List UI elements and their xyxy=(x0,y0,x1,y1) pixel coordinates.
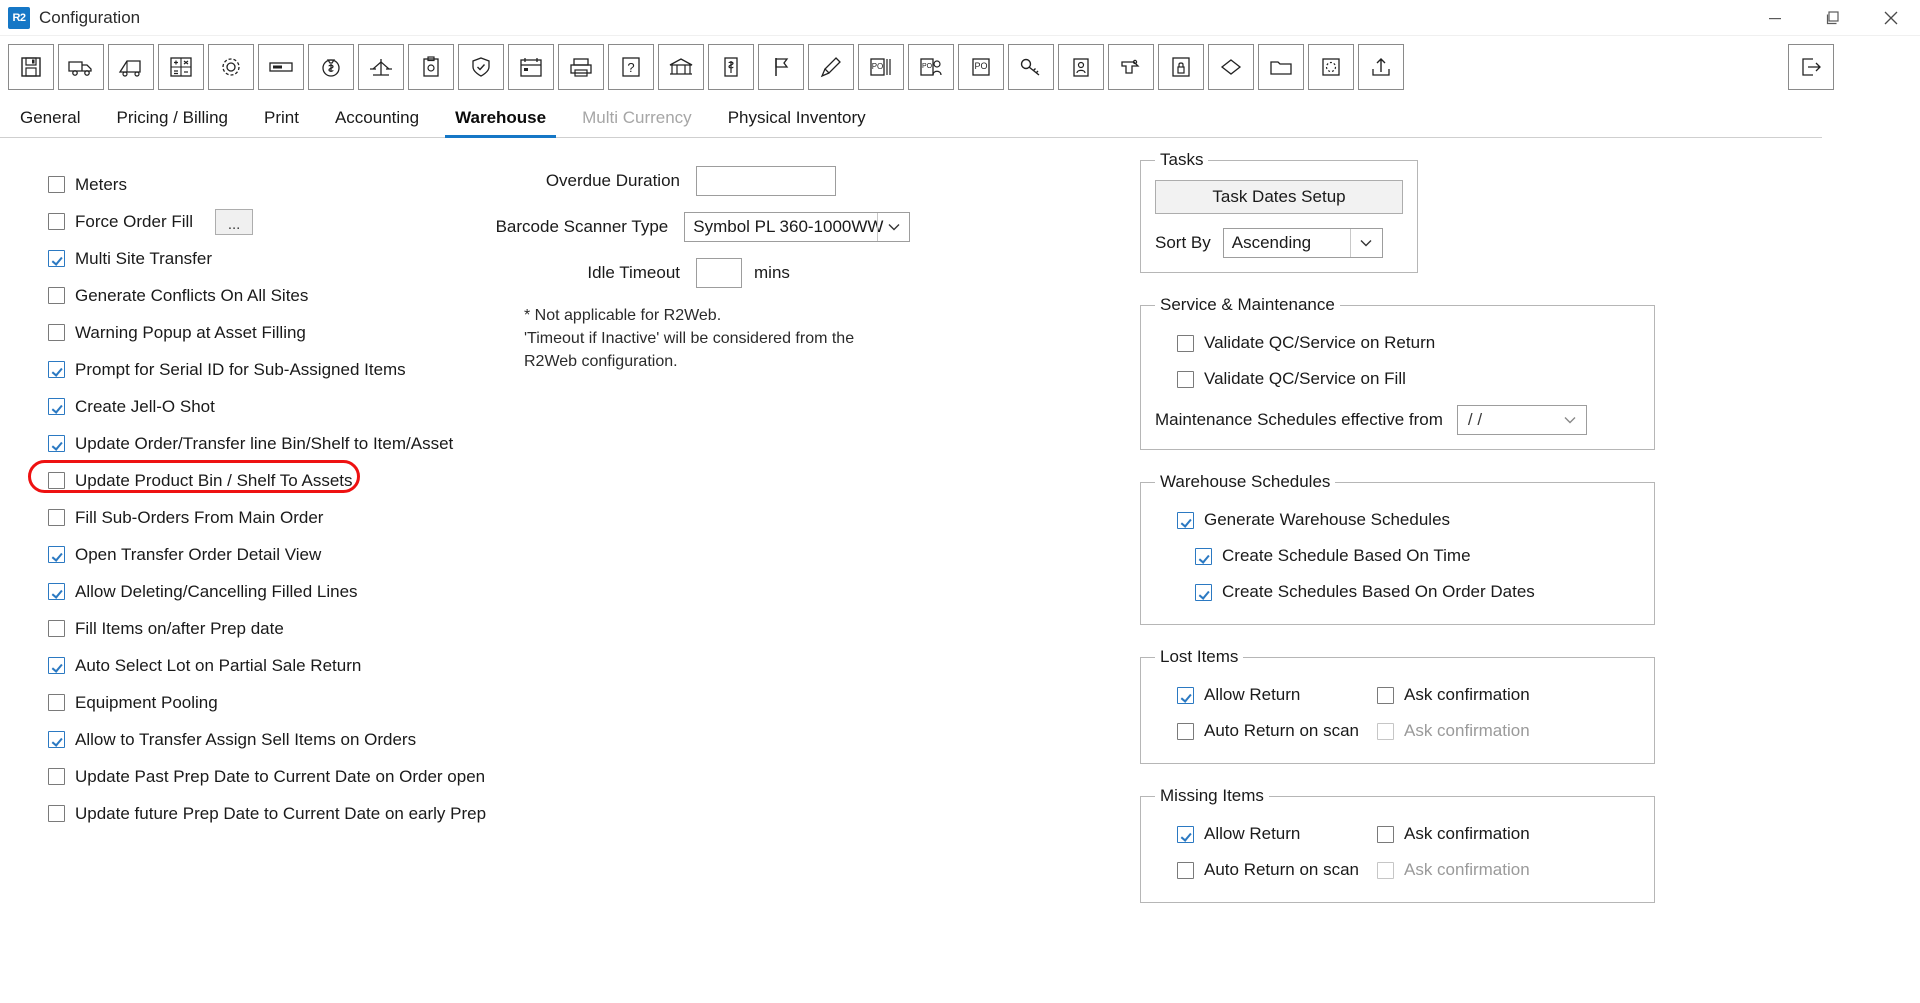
checkbox-generate-conflicts-all-sites[interactable] xyxy=(48,287,65,304)
checkbox-update-product-bin-shelf-to-assets[interactable] xyxy=(48,472,65,489)
warehouse-fields-panel xyxy=(490,166,910,374)
toolbar-delivery-button[interactable] xyxy=(108,44,154,90)
checkbox-create-schedule-based-on-time[interactable] xyxy=(1195,548,1212,565)
toolbar-printer-button[interactable] xyxy=(558,44,604,90)
checkbox-create-schedules-based-on-order-dates[interactable] xyxy=(1195,584,1212,601)
tab-accounting[interactable]: Accounting xyxy=(334,108,420,127)
checkbox-generate-warehouse-schedules[interactable] xyxy=(1177,512,1194,529)
truck-icon xyxy=(68,55,94,79)
svg-text:PO: PO xyxy=(974,60,988,71)
toolbar-scale-button[interactable] xyxy=(358,44,404,90)
svg-text:?: ? xyxy=(627,59,635,75)
option-label: Open Transfer Order Detail View xyxy=(75,544,322,564)
toolbar-bank-button[interactable] xyxy=(658,44,704,90)
barcode-scanner-select[interactable] xyxy=(684,212,910,242)
option-label: Validate QC/Service on Fill xyxy=(1204,369,1406,388)
tab-pricing-billing[interactable]: Pricing / Billing xyxy=(116,108,228,127)
checkbox-prompt-serial-id-sub-assigned[interactable] xyxy=(48,361,65,378)
maintenance-effective-row xyxy=(1155,405,1640,435)
checkbox-update-future-prep-date[interactable] xyxy=(48,805,65,822)
checkbox-allow-deleting-cancelling-filled-lines[interactable] xyxy=(48,583,65,600)
svg-text:PO: PO xyxy=(921,62,933,70)
sort-by-row xyxy=(1155,228,1403,258)
title-bar xyxy=(0,0,1920,36)
toolbar-barcode-button[interactable] xyxy=(258,44,304,90)
checkbox-validate-qc-service-on-fill[interactable] xyxy=(1177,371,1194,388)
save-icon xyxy=(19,55,43,79)
toolbar-clipboard-button[interactable] xyxy=(408,44,454,90)
option-label: Ask confirmation xyxy=(1404,824,1530,843)
option-label: Create Jell-O Shot xyxy=(75,396,215,416)
toolbar-flag-button[interactable] xyxy=(758,44,804,90)
tasks-group xyxy=(1140,150,1418,273)
toolbar xyxy=(0,36,1920,98)
toolbar-po-button[interactable] xyxy=(958,44,1004,90)
maintenance-effective-date-input[interactable] xyxy=(1457,405,1587,435)
chevron-down-icon[interactable] xyxy=(1350,229,1382,257)
brush-icon xyxy=(819,55,843,79)
maintenance-effective-date-value: / / xyxy=(1467,410,1483,429)
po-list-icon xyxy=(868,55,894,79)
window-title: Configuration xyxy=(39,7,141,27)
sort-by-label: Sort By xyxy=(1155,233,1211,252)
checkbox-create-jello-shot[interactable] xyxy=(48,398,65,415)
r2web-note xyxy=(524,304,910,374)
r2web-note-line1: * Not applicable for R2Web. xyxy=(524,307,722,324)
idle-timeout-units: mins xyxy=(754,263,790,282)
option-row-lost-allow-return[interactable] xyxy=(1155,677,1377,713)
option-label: Fill Items on/after Prep date xyxy=(75,618,284,638)
toolbar-brush-button[interactable] xyxy=(808,44,854,90)
option-label: Fill Sub-Orders From Main Order xyxy=(75,507,324,527)
overdue-duration-row xyxy=(490,166,910,196)
toolbar-truck-button[interactable] xyxy=(58,44,104,90)
checkbox-allow-transfer-assign-sell-items[interactable] xyxy=(48,731,65,748)
maintenance-effective-label: Maintenance Schedules effective from xyxy=(1155,410,1443,429)
barcode-icon xyxy=(268,55,294,79)
warehouse-schedules-group xyxy=(1140,472,1655,625)
option-label: Prompt for Serial ID for Sub-Assigned Items xyxy=(75,359,406,379)
option-label: Ask confirmation xyxy=(1404,721,1530,740)
option-row-lost-ask-confirmation-1[interactable] xyxy=(1377,677,1617,713)
bank-icon xyxy=(668,55,694,79)
missing-items-column-left xyxy=(1155,816,1377,888)
option-row-create-schedules-based-on-order-dates[interactable] xyxy=(1155,574,1640,610)
option-label: Equipment Pooling xyxy=(75,692,218,712)
app-logo: R2 xyxy=(8,7,30,29)
checkbox-lost-ask-confirmation-return[interactable] xyxy=(1377,687,1394,704)
money-bag-icon xyxy=(319,55,343,79)
toolbar-shield-button[interactable] xyxy=(458,44,504,90)
overdue-duration-input[interactable] xyxy=(696,166,836,196)
upload-icon xyxy=(1369,55,1393,79)
option-row-generate-warehouse-schedules[interactable] xyxy=(1155,502,1640,538)
toolbar-calendar-button[interactable] xyxy=(508,44,554,90)
option-row-fill-sub-orders-from-main-order[interactable] xyxy=(48,499,568,536)
option-label: Allow to Transfer Assign Sell Items on Orders xyxy=(75,729,417,749)
option-label: Allow Return xyxy=(1204,685,1301,704)
lost-items-group xyxy=(1140,647,1655,764)
checkbox-open-transfer-order-detail-view[interactable] xyxy=(48,546,65,563)
chevron-down-icon[interactable] xyxy=(1554,406,1586,434)
settings-gear-icon xyxy=(219,55,243,79)
service-maintenance-legend: Service & Maintenance xyxy=(1160,295,1335,314)
checkbox-lost-allow-return[interactable] xyxy=(1177,687,1194,704)
tab-bar xyxy=(0,98,1822,138)
lost-items-column-right xyxy=(1377,677,1617,749)
toolbar-lock-button[interactable] xyxy=(1158,44,1204,90)
checkbox-missing-ask-confirmation-scan xyxy=(1377,862,1394,879)
shield-check-icon xyxy=(469,55,493,79)
service-maintenance-group xyxy=(1140,295,1655,450)
option-row-validate-qc-fill[interactable] xyxy=(1155,361,1640,397)
tasks-legend: Tasks xyxy=(1160,150,1204,169)
toolbar-key-button[interactable] xyxy=(1008,44,1054,90)
option-label: Update Product Bin / Shelf To Assets xyxy=(75,470,353,490)
toolbar-po-person-button[interactable] xyxy=(908,44,954,90)
close-icon xyxy=(1882,9,1900,27)
checkbox-auto-select-lot-partial-sale-return[interactable] xyxy=(48,657,65,674)
toolbar-save-button[interactable] xyxy=(8,44,54,90)
exit-icon xyxy=(1798,55,1824,79)
restore-button[interactable] xyxy=(1804,0,1862,36)
force-order-fill-options-button[interactable]: ... xyxy=(215,209,253,235)
calendar-icon xyxy=(518,55,544,79)
tab-print[interactable]: Print xyxy=(263,108,299,127)
clipboard-icon xyxy=(419,55,443,79)
svg-text:PO: PO xyxy=(871,61,884,71)
toolbar-exit-button[interactable] xyxy=(1788,44,1834,90)
toolbar-settings-button[interactable] xyxy=(208,44,254,90)
tab-multi-currency: Multi Currency xyxy=(582,108,692,127)
option-row-missing-auto-return-on-scan[interactable] xyxy=(1155,852,1377,888)
option-row-validate-qc-return[interactable] xyxy=(1155,325,1640,361)
help-question-icon xyxy=(619,55,643,79)
right-groups-panel xyxy=(1140,150,1660,925)
option-label: Auto Select Lot on Partial Sale Return xyxy=(75,655,362,675)
option-label: Ask confirmation xyxy=(1404,685,1530,704)
idle-timeout-label: Idle Timeout xyxy=(587,263,680,282)
checkbox-missing-ask-confirmation-return[interactable] xyxy=(1377,826,1394,843)
toolbar-id-card-button[interactable] xyxy=(1058,44,1104,90)
toolbar-diamond-button[interactable] xyxy=(1208,44,1254,90)
option-label: Update Order/Transfer line Bin/Shelf to Item/Asset xyxy=(75,433,454,453)
po-person-icon xyxy=(918,55,944,79)
task-dates-setup-button[interactable]: Task Dates Setup xyxy=(1155,180,1403,214)
checkbox-update-order-transfer-line-bin-shelf[interactable] xyxy=(48,435,65,452)
delivery-icon xyxy=(118,55,144,79)
option-label: Ask confirmation xyxy=(1404,860,1530,879)
sort-by-value: Ascending xyxy=(1231,233,1312,252)
tag-gun-icon xyxy=(1118,55,1144,79)
option-row-update-past-prep-date[interactable] xyxy=(48,758,568,795)
tab-physical-inventory[interactable]: Physical Inventory xyxy=(727,108,866,127)
option-row-fill-items-on-after-prep-date[interactable] xyxy=(48,610,568,647)
checkbox-fill-items-on-after-prep-date[interactable] xyxy=(48,620,65,637)
gear-disc-icon xyxy=(1319,55,1343,79)
toolbar-tag-gun-button[interactable] xyxy=(1108,44,1154,90)
option-row-create-jello-shot[interactable] xyxy=(48,388,568,425)
option-label: Validate QC/Service on Return xyxy=(1204,333,1436,352)
option-label: Generate Warehouse Schedules xyxy=(1204,510,1451,529)
option-row-allow-transfer-assign-sell-items[interactable] xyxy=(48,721,568,758)
tab-general[interactable]: General xyxy=(20,108,81,127)
option-label: Auto Return on scan xyxy=(1204,721,1359,740)
option-label: Multi Site Transfer xyxy=(75,248,212,268)
checkbox-meters[interactable] xyxy=(48,176,65,193)
key-icon xyxy=(1018,55,1044,79)
missing-items-columns xyxy=(1155,816,1640,888)
cash-icon xyxy=(720,55,742,79)
toolbar-right-group xyxy=(1788,44,1834,90)
option-row-open-transfer-order-detail-view[interactable] xyxy=(48,536,568,573)
lost-items-legend: Lost Items xyxy=(1160,647,1239,666)
toolbar-money-bag-button[interactable] xyxy=(308,44,354,90)
option-row-lost-auto-return-on-scan[interactable] xyxy=(1155,713,1377,749)
lost-items-column-left xyxy=(1155,677,1377,749)
barcode-scanner-label: Barcode Scanner Type xyxy=(495,217,669,236)
option-label: Update Past Prep Date to Current Date on Order open xyxy=(75,766,486,786)
option-label: Generate Conflicts On All Sites xyxy=(75,285,309,305)
toolbar-gear-disc-button[interactable] xyxy=(1308,44,1354,90)
barcode-scanner-value: Symbol PL 360-1000WW xyxy=(693,217,884,236)
option-label: Warning Popup at Asset Filling xyxy=(75,322,306,342)
option-row-auto-select-lot-partial-sale-return[interactable] xyxy=(48,647,568,684)
window-controls xyxy=(1746,0,1920,36)
calculator-icon xyxy=(168,55,194,79)
id-card-icon xyxy=(1069,55,1093,79)
option-row-update-order-transfer-line-bin-shelf[interactable] xyxy=(48,425,568,462)
toolbar-cash-button[interactable] xyxy=(708,44,754,90)
checkbox-lost-ask-confirmation-scan xyxy=(1377,723,1394,740)
option-label: Create Schedule Based On Time xyxy=(1222,546,1471,565)
checkbox-force-order-fill[interactable] xyxy=(48,213,65,230)
minimize-icon xyxy=(1767,10,1783,26)
checkbox-warning-popup-asset-filling[interactable] xyxy=(48,324,65,341)
option-row-update-product-bin-shelf-to-assets[interactable] xyxy=(48,462,568,499)
checkbox-validate-qc-service-on-return[interactable] xyxy=(1177,335,1194,352)
overdue-duration-label: Overdue Duration xyxy=(545,171,680,190)
option-row-missing-ask-confirmation-2 xyxy=(1377,852,1617,888)
missing-items-group xyxy=(1140,786,1655,903)
checkbox-equipment-pooling[interactable] xyxy=(48,694,65,711)
checkbox-update-past-prep-date[interactable] xyxy=(48,768,65,785)
option-row-create-schedule-based-on-time[interactable] xyxy=(1155,538,1640,574)
checkbox-missing-allow-return[interactable] xyxy=(1177,826,1194,843)
idle-timeout-row xyxy=(490,258,910,288)
chevron-down-icon[interactable] xyxy=(877,213,909,241)
idle-timeout-input[interactable] xyxy=(696,258,742,288)
lost-items-columns xyxy=(1155,677,1640,749)
toolbar-calculator-button[interactable] xyxy=(158,44,204,90)
checkbox-fill-sub-orders-from-main-order[interactable] xyxy=(48,509,65,526)
po-icon xyxy=(968,55,994,79)
option-label: Allow Deleting/Cancelling Filled Lines xyxy=(75,581,358,601)
checkbox-lost-auto-return-on-scan[interactable] xyxy=(1177,723,1194,740)
option-row-lost-ask-confirmation-2 xyxy=(1377,713,1617,749)
close-button[interactable] xyxy=(1862,0,1920,36)
option-row-missing-ask-confirmation-1[interactable] xyxy=(1377,816,1617,852)
sort-by-select[interactable] xyxy=(1223,228,1383,258)
option-row-allow-deleting-cancelling-filled-lines[interactable] xyxy=(48,573,568,610)
option-label: Force Order Fill xyxy=(75,211,194,231)
minimize-button[interactable] xyxy=(1746,0,1804,36)
restore-icon xyxy=(1824,9,1842,27)
printer-icon xyxy=(568,55,594,79)
missing-items-column-right xyxy=(1377,816,1617,888)
folder-icon xyxy=(1268,55,1294,79)
lock-icon xyxy=(1169,55,1193,79)
r2web-note-line2: 'Timeout if Inactive' will be considered from the R2Web configuration. xyxy=(524,330,855,371)
scale-icon xyxy=(368,55,394,79)
option-label: Meters xyxy=(75,174,127,194)
option-label: Update future Prep Date to Current Date on early Prep xyxy=(75,803,487,823)
option-row-update-future-prep-date[interactable] xyxy=(48,795,568,832)
checkbox-multi-site-transfer[interactable] xyxy=(48,250,65,267)
flag-icon xyxy=(769,55,793,79)
option-label: Allow Return xyxy=(1204,824,1301,843)
option-label: Create Schedules Based On Order Dates xyxy=(1222,582,1535,601)
option-row-missing-allow-return[interactable] xyxy=(1155,816,1377,852)
missing-items-legend: Missing Items xyxy=(1160,786,1264,805)
barcode-scanner-row xyxy=(490,212,910,242)
option-label: Auto Return on scan xyxy=(1204,860,1359,879)
toolbar-po-list-button[interactable] xyxy=(858,44,904,90)
toolbar-upload-button[interactable] xyxy=(1358,44,1404,90)
diamond-icon xyxy=(1218,55,1244,79)
toolbar-folder-button[interactable] xyxy=(1258,44,1304,90)
tab-warehouse[interactable]: Warehouse xyxy=(437,99,564,137)
toolbar-help-button[interactable] xyxy=(608,44,654,90)
warehouse-schedules-legend: Warehouse Schedules xyxy=(1160,472,1331,491)
checkbox-missing-auto-return-on-scan[interactable] xyxy=(1177,862,1194,879)
option-row-equipment-pooling[interactable] xyxy=(48,684,568,721)
